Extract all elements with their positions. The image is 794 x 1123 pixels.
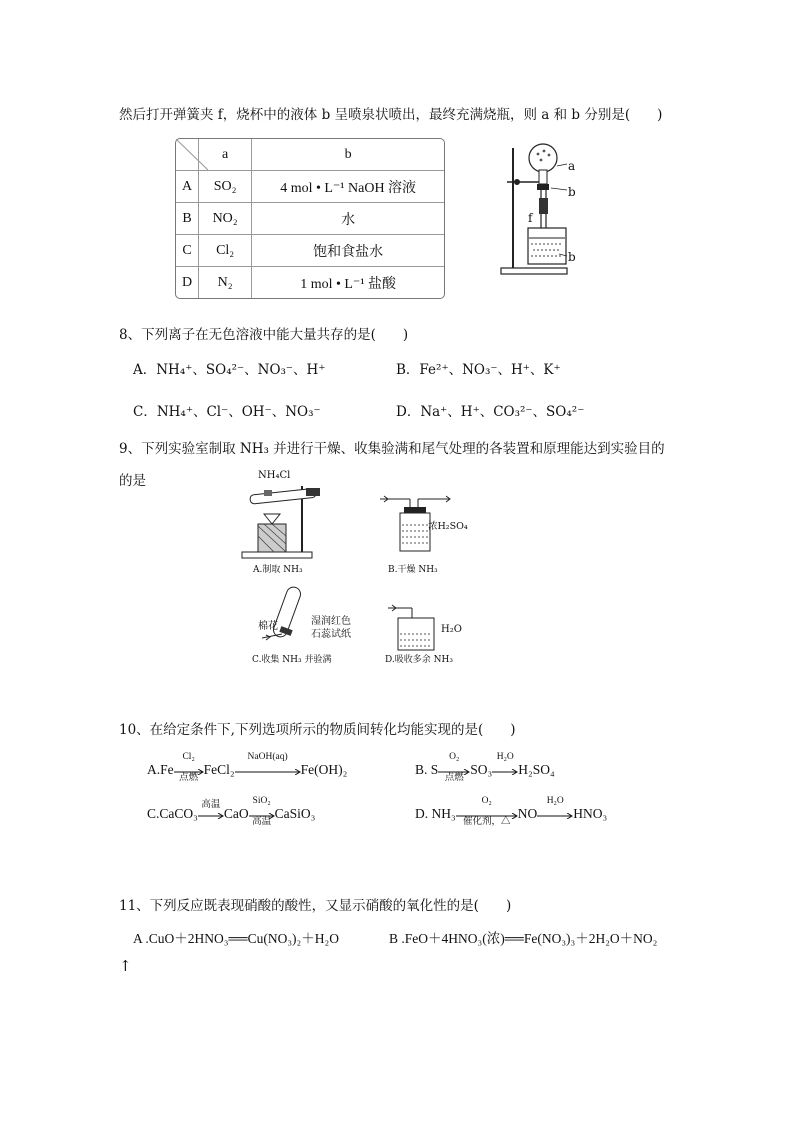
label-conc-h2so4: 浓H₂SO₄ xyxy=(428,521,468,532)
arrow-condition-top: O₂ xyxy=(481,795,492,806)
label-litmus-1: 湿润红色 xyxy=(311,616,351,627)
cell-a: Cl₂ xyxy=(199,235,252,267)
q8-option-a: A．NH₄⁺、SO₄²⁻、NO₃⁻、H⁺ xyxy=(133,362,326,378)
middle-substance: CaO xyxy=(223,806,249,821)
q11-option-b: B .FeO＋4HNO₃(浓)══Fe(NO₃)₃＋2H₂O＋NO₂ xyxy=(389,931,658,946)
q9-stem-line2: 的是 xyxy=(119,473,146,489)
q8-stem: 8、下列离子在无色溶液中能大量共存的是( ) xyxy=(119,327,409,343)
q10-option-d xyxy=(415,795,608,827)
q8-option-c: C．NH₄⁺、Cl⁻、OH⁻、NO₃⁻ xyxy=(133,404,321,420)
start-substance: A.Fe xyxy=(147,762,174,777)
caption-b: B.干燥 NH₃ xyxy=(388,565,438,575)
middle-substance: FeCl₂ xyxy=(203,762,235,777)
arrow-condition-bottom: 高温 xyxy=(252,816,272,827)
reaction-arrow xyxy=(174,751,204,783)
arrow-condition-top: SiO₂ xyxy=(252,795,271,806)
table-row xyxy=(176,235,444,267)
start-substance: D. NH₃ xyxy=(415,806,456,821)
middle-substance: SO₃ xyxy=(470,762,493,777)
arrow-condition-top: O₂ xyxy=(449,751,460,762)
q11-option-a: A .CuO＋2HNO₃══Cu(NO₃)₂＋H₂O xyxy=(133,931,339,946)
row-label: C xyxy=(176,235,199,267)
label-nh4cl: NH₄Cl xyxy=(258,470,291,481)
apparatus-c-diagram xyxy=(258,582,308,648)
label-a: a xyxy=(568,159,576,173)
row-label: B xyxy=(176,203,199,235)
label-b-beaker: b xyxy=(568,250,576,264)
arrow-condition-bottom: 点燃 xyxy=(444,772,464,783)
diagonal-line xyxy=(176,139,208,170)
apparatus-d-diagram xyxy=(382,604,442,652)
table-row xyxy=(176,267,444,298)
middle-substance: NO xyxy=(517,806,538,821)
q11-arrow-tail: ↑ xyxy=(119,957,132,975)
caption-c: C.收集 NH₃ 并验满 xyxy=(252,655,332,665)
label-h2o: H₂O xyxy=(441,624,462,635)
q10-option-b xyxy=(415,751,555,783)
label-litmus-2: 石蕊试纸 xyxy=(311,629,351,640)
caption-a: A.制取 NH₃ xyxy=(253,565,303,575)
cell-b: 水 xyxy=(252,203,444,235)
reaction-arrow xyxy=(198,799,224,823)
row-label: A xyxy=(176,171,199,203)
table-header-b: b xyxy=(252,139,444,171)
arrow-condition-top: 高温 xyxy=(201,799,221,810)
reaction-arrow xyxy=(492,751,518,779)
q7-stem: 然后打开弹簧夹 f，烧杯中的液体 b 呈喷泉状喷出，最终充满烧瓶，则 a 和 b 分别是( ) xyxy=(119,107,663,123)
reaction-arrow xyxy=(235,751,301,779)
table-row xyxy=(176,171,444,203)
q7-option-table xyxy=(175,138,445,299)
cell-b: 饱和食盐水 xyxy=(252,235,444,267)
label-cotton: 棉花 xyxy=(258,621,278,632)
end-substance: CaSiO₃ xyxy=(274,806,316,821)
caption-d: D.吸收多余 NH₃ xyxy=(385,655,453,665)
end-substance: HNO₃ xyxy=(573,806,608,821)
fountain-apparatus-diagram xyxy=(495,140,595,280)
table-row xyxy=(176,203,444,235)
end-substance: Fe(OH)₂ xyxy=(300,762,348,777)
arrow-condition-bottom: 点燃 xyxy=(179,772,199,783)
start-substance: B. S xyxy=(415,762,439,777)
arrow-condition-top: Cl₂ xyxy=(182,751,195,762)
start-substance: C.CaCO₃ xyxy=(147,806,198,821)
row-label: D xyxy=(176,267,199,298)
cell-b: 1 mol • L⁻¹ 盐酸 xyxy=(300,276,397,292)
q10-option-a xyxy=(147,751,348,783)
q11-stem: 11、下列反应既表现硝酸的酸性，又显示硝酸的氧化性的是( ) xyxy=(119,898,512,914)
q10-option-c xyxy=(147,795,316,827)
table-header-a: a xyxy=(199,139,252,171)
cell-a: N₂ xyxy=(199,267,252,298)
label-f: f xyxy=(528,211,533,225)
arrow-condition-top: NaOH(aq) xyxy=(247,751,288,762)
table-corner-cell xyxy=(176,139,199,171)
cell-b: 4 mol • L⁻¹ NaOH 溶液 xyxy=(252,171,444,203)
cell-a: SO₂ xyxy=(199,171,252,203)
table-header-row xyxy=(176,139,444,171)
label-b: b xyxy=(568,185,576,199)
arrow-condition-top: H₂O xyxy=(546,795,564,806)
arrow-condition-top: H₂O xyxy=(496,751,514,762)
reaction-arrow xyxy=(249,795,275,827)
q8-option-d: D．Na⁺、H⁺、CO₃²⁻、SO₄²⁻ xyxy=(396,404,585,420)
reaction-arrow xyxy=(537,795,573,823)
cell-a: NO₂ xyxy=(199,203,252,235)
q8-option-b: B．Fe²⁺、NO₃⁻、H⁺、K⁺ xyxy=(396,362,561,378)
end-substance: H₂SO₄ xyxy=(518,762,555,777)
reaction-arrow xyxy=(456,795,518,827)
reaction-arrow xyxy=(438,751,470,783)
arrow-condition-bottom: 催化剂，△ xyxy=(462,816,511,827)
apparatus-a-diagram xyxy=(240,478,330,560)
q10-stem: 10、在给定条件下,下列选项所示的物质间转化均能实现的是( ) xyxy=(119,722,516,738)
q9-stem-line1: 9、下列实验室制取 NH₃ 并进行干燥、收集验满和尾气处理的各装置和原理能达到实验目的 xyxy=(119,441,665,457)
